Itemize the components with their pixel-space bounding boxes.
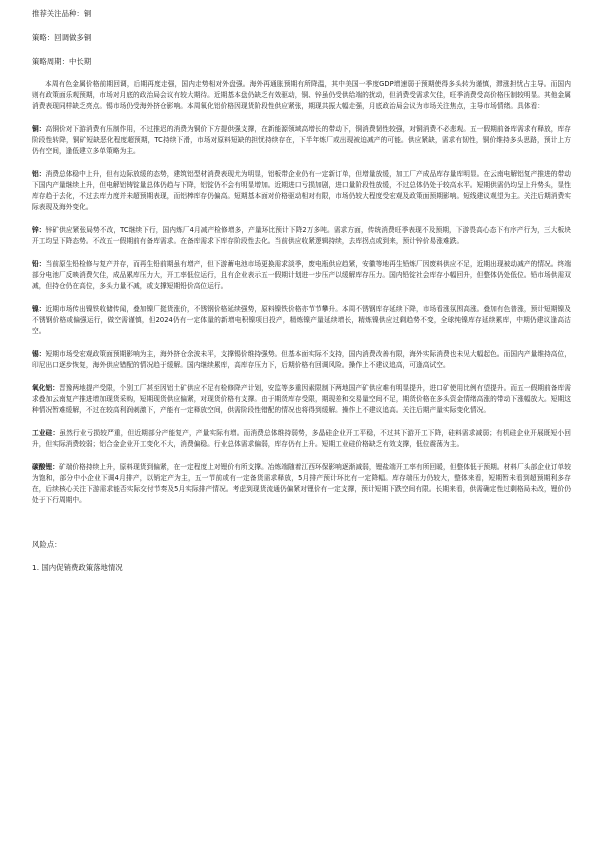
- section-lithium-carbonate: [32, 462, 571, 506]
- period-line: 策略周期：中长期: [32, 57, 92, 66]
- section-text: 锌矿供应紧张局势不改，TC继续下行，国内炼厂4月减产检修增多，产量环比预计下降2万多吨。需求方面，传统消费旺季表现不及预期，下游畏高心态下有序产行为，三大板块开工均呈下降态势。不改五一假期前有备库需求。在备库需求下库存阶段性去化。当前供应收紧逻辑持续，去库拐点或到来，预计锌价易涨难跌。: [32, 226, 571, 245]
- section-lead: [32, 259, 571, 292]
- section-text: 高铜价对下游消费有压制作用，不过推迟的消费为铜价下方提供强支撑，在新能源领域高增长的带动下，铜消费韧性较强，对铜消费不必悲观。五一假期前备库需求有释放，库存阶段性转降，铜矿短缺恶化程度超预期，TC持续下滑，市场对原料短缺的担忧持续存在，下半年炼厂或出现被迫减产的可能。供应紧缺，需求有韧性，铜价维持多头思路，预计上方仍有空间，逢低建立多单策略为主。: [32, 125, 572, 155]
- section-text: 矿端价格持续上升，原料现货到偏紧，在一定程度上对锂价有所支撑。冶炼端随着江西环保影响逐渐减弱，锂盐端开工率有所回暖，但整体低于预期。材料厂头部企业订单较为饱和，部分中小企业下调4月排产，以销定产为主，五一节前或有一定备货需求释放，5月排产预计环比有一定降幅。库存端压力仍较大，整体来看，短期暂未看到超预期利多存在，后续核心关注下游需求能否实际交付节奏及5月实际排产情况。考虑到现货流通仍偏紧对锂价有一定支撑，预计短期下跌空间有限。长期来看，供需确定性过剩格局未改，锂价仍处于下行周期中。: [32, 463, 571, 504]
- section-label: 锌：: [32, 226, 46, 234]
- section-tin: [32, 349, 571, 371]
- section-label: 铝：: [32, 170, 46, 178]
- section-nickel: [32, 304, 571, 337]
- section-label: 氧化铝：: [32, 384, 59, 392]
- section-text: 近期市场传出镍铁收储传闻，叠加镍厂挺货涨价，不锈钢价格延续强势，原料镍铁价格亦节节攀升。本周不锈钢库存延续下降，市场看涨氛围高涨。叠加有色普涨，预计短期镍及不锈钢价格或偏强运行，做空需谨慎，但2024仍有一定体量的新增电积镍项目投产，精炼镍产量延续增长，精炼镍供应过剩趋势不变，全球纯镍库存延续累库，中期仍建议逢高沽空。: [32, 305, 572, 335]
- risk-title: 风险点：: [32, 540, 62, 549]
- section-label: 镍：: [32, 305, 46, 313]
- risk-item: 1. 国内促销费政策落地情况: [32, 563, 123, 572]
- section-label: 工业硅：: [32, 429, 60, 437]
- focus-line: 推荐关注品种：铜: [32, 9, 92, 18]
- section-aluminum: [32, 169, 571, 213]
- section-label: 碳酸锂：: [32, 463, 59, 471]
- section-text: 短期市场受宏观政策面预期影响为主，海外挤仓余波未平，支撑锡价维持强势。但基本面实际不支持，国内消费改善有限，海外实际消费也未见大幅起色。而国内产量维持高位，印尼出口逐步恢复，海外供应错配的情况趋于缓解。国内继续累库，高库存压力下，后期价格有回调风险。操作上不建议追高，可逢高试空。: [32, 350, 572, 369]
- section-copper: [32, 124, 571, 157]
- section-text: 当前原生铅检修与复产并存，而再生铅前期虽有增产，但下游蓄电池市场更换需求淡季，废电瓶供应趋紧，安徽等地再生铅炼厂因废料供应不足，近期出现被动减产的情况。终端部分电池厂反映消费欠佳，成品累库压力大，开工率低位运行，且有企业表示五一假期计划进一步压产以缓解库存压力。国内铅锭社会库存小幅回升，但整体仍处低位。铅市场供需双减，但持仓仍在高位，多头力量不减，或支撑短期铅价高位运行。: [32, 260, 572, 290]
- strategy-line: 策略：回调做多铜: [32, 33, 92, 42]
- section-label: 铜：: [32, 125, 46, 133]
- section-alumina: [32, 383, 571, 416]
- intro-paragraph: 本周有色金属价格前期回调，后期再度走强，国内走势相对外盘强。海外再通胀预期有所降温，其中美国一季度GDP增速弱于预期使得多头转为谨慎，滞涨担忧占主导。而国内则有政策面乐观预期，市场对月底的政治局会议有较大期待。近期基本盘仍缺乏有效驱动，铜、锌虽仍受供给端的扰动，但消费受需求欠佳，旺季消费受高价格压制较明显。其他金属消费表现同样缺乏亮点。锡市场仍受海外挤仓影响。本周氧化铝价格因现货阶段性供应紧张，期现共振大幅走强，月底政治局会议为市场关注焦点，主导市场情绪。具体看：: [32, 80, 571, 110]
- section-label: 铅：: [32, 260, 46, 268]
- section-label: 锡：: [32, 350, 46, 358]
- section-text: 晋豫两地提产受限，个别工厂甚至因铝土矿供应不足有检修降产计划，安监等多重因素限制下两地国产矿供应难有明显提升，进口矿使用比例有望提升。而五一假期前备库需求叠加云南复产推进增加现货采购，短期现货供应偏紧，对现货价格有支撑。由于期货库存受限，期现差和交易量空间不足，期货价格在多头资金情绪高涨的带动下涨幅放大。短期这种情况暂难缓解，不过在较高利润刺激下，产能有一定释放空间，供需阶段性错配的情况也将得到缓解。操作上不建议追高。关注后期产量实际变化情况。: [32, 384, 571, 414]
- section-zinc: [32, 225, 571, 247]
- section-text: 虽然行业亏损较严重，但近期部分产能复产，产量实际有增。而消费总体维持弱势，多晶硅企业开工平稳，不过其下游开工下降，硅料需求减弱；有机硅企业开展既短小回升，但实际消费较弱；铝合金企业开工变化不大，消费偏稳。行业总体需求偏弱，库存仍有上升。短期工业硅价格缺乏有效支撑，低位震荡为主。: [32, 429, 571, 448]
- section-text: 消费总体稳中上升，但有边际放缓的态势，建筑铝型材消费表现尤为明显，铝板带企业仍有一定新订单，但增量放缓，加工厂产成品库存量库明显。在云南电解铝复产推进的带动下国内产量继续上升，但电解铝铸锭量总体仍趋与下降，铝锭仍不会有明显增加。近期进口亏损加剧，进口量阶段性放缓，不过总体仍处于较高水平。短期供需仍均呈上升势头，显性库存趋于去化，不过去库力度并未超预期表现，而铝棒库存仍偏高。短期基本面对价格驱动相对有限，市场仍较大程度受宏观及政策面预期影响。短线建议观望为主。关注后期消费实际表现及海外变化。: [32, 170, 572, 211]
- section-industrial-silicon: [32, 428, 571, 450]
